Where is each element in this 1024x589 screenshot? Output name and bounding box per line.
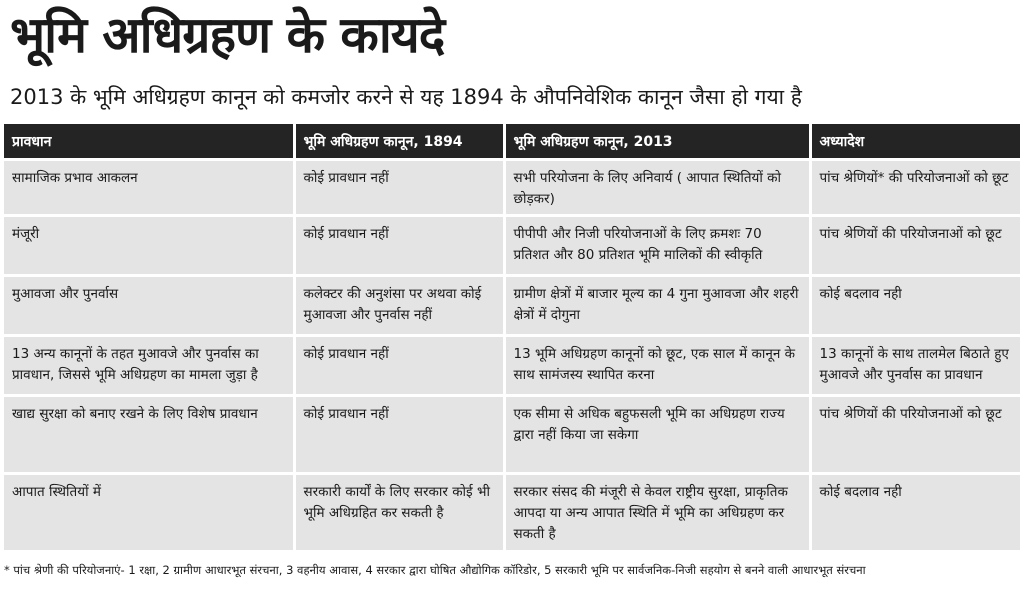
table-row (4, 336, 1020, 396)
cell-act-2013: एक सीमा से अधिक बहुफसली भूमि का अधिग्रहण राज्य द्वारा नहीं किया जा सकेगा (504, 396, 810, 474)
cell-act-2013: ग्रामीण क्षेत्रों में बाजार मूल्य का 4 गुना मुआवजा और शहरी क्षेत्रों में दोगुना (504, 276, 810, 336)
cell-ordinance: कोई बदलाव नही (810, 276, 1020, 336)
table-row (4, 474, 1020, 550)
cell-provision: सामाजिक प्रभाव आकलन (4, 160, 294, 216)
cell-act-2013: पीपीपी और निजी परियोजनाओं के लिए क्रमशः 70 प्रतिशत और 80 प्रतिशत भूमि मालिकों की स्वीकृति (504, 216, 810, 276)
cell-act-1894: कोई प्रावधान नहीं (294, 216, 504, 276)
cell-ordinance: 13 कानूनों के साथ तालमेल बिठाते हुए मुआवजे और पुनर्वास का प्रावधान (810, 336, 1020, 396)
cell-provision: 13 अन्य कानूनों के तहत मुआवजे और पुनर्वास का प्रावधान, जिससे भूमि अधिग्रहण का मामला जुड़ा है (4, 336, 294, 396)
cell-ordinance: पांच श्रेणियों की परियोजनाओं को छूट (810, 396, 1020, 474)
table-row (4, 216, 1020, 276)
table-row (4, 396, 1020, 474)
cell-provision: मंजूरी (4, 216, 294, 276)
header-row (4, 124, 1020, 160)
header-ordinance: अध्यादेश (810, 124, 1020, 160)
cell-act-1894: सरकारी कार्यों के लिए सरकार कोई भी भूमि अधिग्रहित कर सकती है (294, 474, 504, 550)
cell-act-1894: कोई प्रावधान नहीं (294, 396, 504, 474)
page-subtitle: 2013 के भूमि अधिग्रहण कानून को कमजोर करने से यह 1894 के औपनिवेशिक कानून जैसा हो गया है (10, 85, 802, 109)
table-row (4, 276, 1020, 336)
cell-act-1894: कलेक्टर की अनुशंसा पर अथवा कोई मुआवजा और पुनर्वास नहीं (294, 276, 504, 336)
cell-provision: मुआवजा और पुनर्वास (4, 276, 294, 336)
cell-provision: आपात स्थितियों में (4, 474, 294, 550)
header-act-2013: भूमि अधिग्रहण कानून, 2013 (504, 124, 810, 160)
header-act-1894: भूमि अधिग्रहण कानून, 1894 (294, 124, 504, 160)
page-title: भूमि अधिग्रहण के कायदे (10, 6, 445, 64)
cell-ordinance: कोई बदलाव नही (810, 474, 1020, 550)
cell-ordinance: पांच श्रेणियों* की परियोजनाओं को छूट (810, 160, 1020, 216)
cell-act-1894: कोई प्रावधान नहीं (294, 336, 504, 396)
cell-ordinance: पांच श्रेणियों की परियोजनाओं को छूट (810, 216, 1020, 276)
cell-act-2013: सरकार संसद की मंजूरी से केवल राष्ट्रीय सुरक्षा, प्राकृतिक आपदा या अन्य आपात स्थिति में भूमि का अधिग्रहण कर सकती है (504, 474, 810, 550)
footnote: * पांच श्रेणी की परियोजनाएं- 1 रक्षा, 2 ग्रामीण आधारभूत संरचना, 3 वहनीय आवास, 4 सरकार द्वारा घोषित औद्योगिक कॉरिडोर, 5 सरकारी भूमि पर सार्वजनिक-निजी सहयोग से बनने वाली आधारभूत संरचना (4, 563, 866, 577)
header-provision: प्रावधान (4, 124, 294, 160)
cell-act-2013: सभी परियोजना के लिए अनिवार्य ( आपात स्थितियों को छोड़कर) (504, 160, 810, 216)
cell-provision: खाद्य सुरक्षा को बनाए रखने के लिए विशेष प्रावधान (4, 396, 294, 474)
table-row (4, 160, 1020, 216)
cell-act-1894: कोई प्रावधान नहीं (294, 160, 504, 216)
cell-act-2013: 13 भूमि अधिग्रहण कानूनों को छूट, एक साल में कानून के साथ सामंजस्य स्थापित करना (504, 336, 810, 396)
comparison-table (4, 124, 1020, 550)
